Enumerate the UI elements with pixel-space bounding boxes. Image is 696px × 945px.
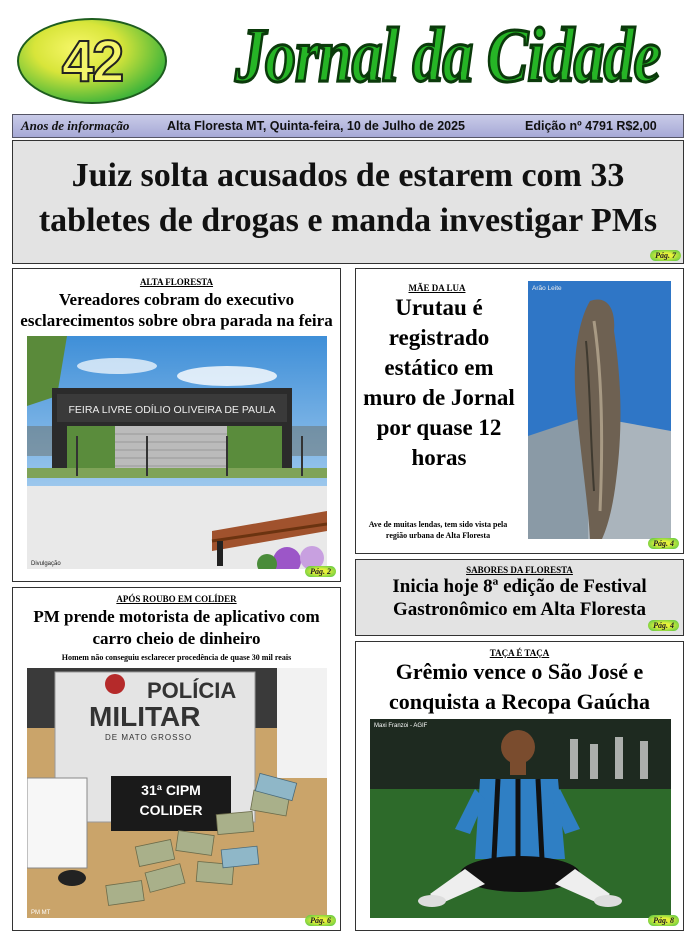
- masthead[interactable]: [205, 6, 690, 106]
- sign-cipm: 31ª CIPM: [141, 782, 201, 798]
- edition-price: Edição nº 4791 R$2,00: [525, 119, 657, 133]
- pm-photo: [27, 668, 327, 918]
- lead-headline[interactable]: Juiz solta acusados de estarem com 33 tabletes de drogas e manda investigar PMs: [38, 157, 658, 239]
- article-headline[interactable]: Urutau é registrado estático em muro de Jornal por quase 12 horas: [363, 295, 515, 470]
- sign-mato-grosso: DE MATO GROSSO: [105, 733, 193, 742]
- page-tag: Pág. 4: [648, 620, 679, 631]
- article-headline[interactable]: Grêmio vence o São José e conquista a Recopa Gaúcha: [389, 659, 650, 714]
- urutau-photo: [528, 281, 671, 539]
- article-gremio[interactable]: [355, 641, 684, 931]
- feira-illustration: [27, 336, 327, 569]
- article-headline[interactable]: PM prende motorista de aplicativo com carro cheio de dinheiro: [33, 607, 320, 648]
- page-tag: Pág. 2: [305, 566, 336, 577]
- article-kicker: SABORES DA FLORESTA: [466, 565, 573, 575]
- article-headline[interactable]: Inicia hoje 8ª edição de Festival Gastronômico em Alta Floresta: [392, 576, 647, 620]
- page-tag: Pág. 8: [648, 915, 679, 926]
- article-urutau[interactable]: [355, 268, 684, 554]
- badge-number: 42: [61, 28, 123, 94]
- sign-militar: MILITAR: [89, 701, 201, 732]
- gremio-photo: [370, 719, 671, 918]
- article-subtitle: Ave de muitas lendas, tem sido vista pela região urbana de Alta Floresta: [368, 520, 508, 540]
- article-feira[interactable]: [12, 268, 341, 582]
- urutau-illustration: [528, 281, 671, 539]
- article-kicker: ALTA FLORESTA: [139, 277, 214, 287]
- photo-credit: Maxi Franzoi - AGIF: [374, 723, 428, 729]
- pm-illustration: [27, 668, 327, 918]
- article-festival[interactable]: [355, 559, 684, 636]
- dateline: Alta Floresta MT, Quinta-feira, 10 de Julho de 2025: [167, 119, 465, 133]
- sign-colider: COLIDER: [139, 802, 203, 818]
- page-tag: Pág. 4: [648, 538, 679, 549]
- masthead-title: Jornal da Cidade: [235, 12, 660, 98]
- years-label: Anos de informação: [21, 118, 130, 133]
- article-kicker: APÓS ROUBO EM COLÍDER: [116, 594, 237, 604]
- info-bar: [12, 114, 684, 138]
- photo-credit: Divulgação: [31, 561, 61, 567]
- sign-policia: POLÍCIA: [147, 678, 237, 703]
- article-subtitle: Homem não conseguiu esclarecer procedência de quase 30 mil reais: [61, 653, 292, 662]
- page-tag: Pág. 7: [650, 250, 681, 261]
- article-kicker: MÃE DA LUA: [408, 283, 466, 293]
- article-kicker: TAÇA É TAÇA: [489, 648, 550, 658]
- photo-credit: Arão Leite: [532, 285, 562, 292]
- article-pm[interactable]: [12, 587, 341, 931]
- page-tag: Pág. 6: [305, 915, 336, 926]
- lead-story[interactable]: [12, 140, 684, 264]
- article-headline[interactable]: Vereadores cobram do executivo esclarecimentos sobre obra parada na feira: [20, 290, 333, 330]
- edition-anniversary-badge: [17, 18, 167, 104]
- feira-sign-text: FEIRA LIVRE ODÍLIO OLIVEIRA DE PAULA: [68, 404, 276, 416]
- feira-photo: [27, 336, 327, 569]
- photo-credit: PM MT: [31, 910, 51, 916]
- gremio-illustration: [370, 719, 671, 918]
